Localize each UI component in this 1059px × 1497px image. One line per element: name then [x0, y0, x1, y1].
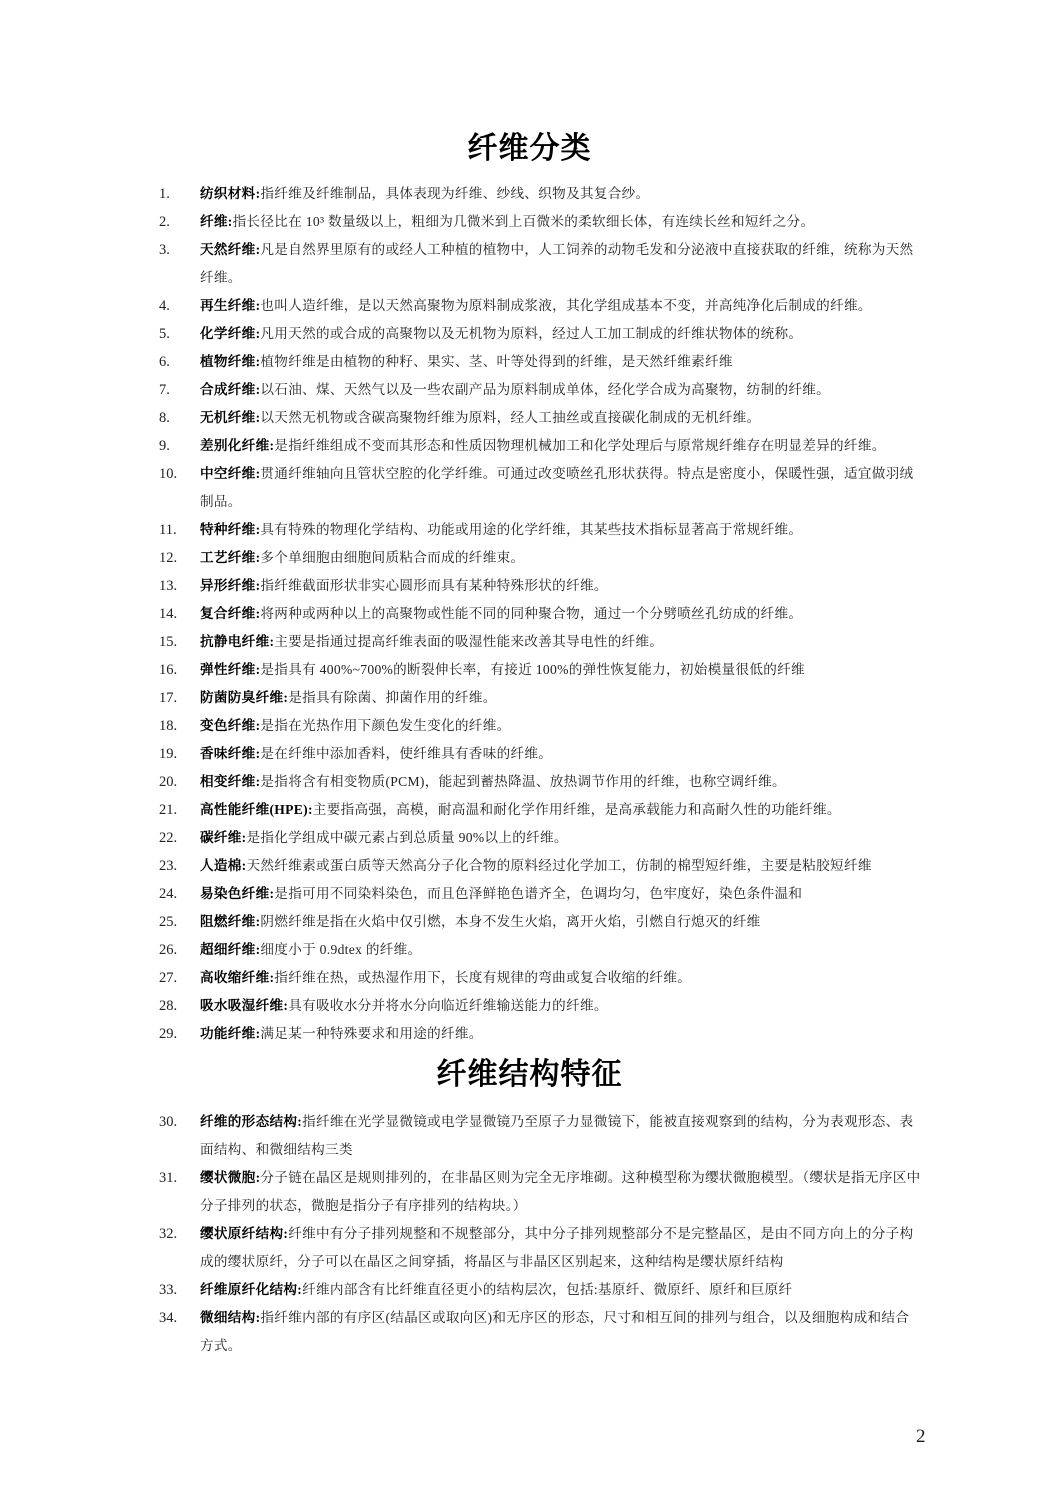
item-body: [200, 908, 922, 936]
list-item: [0, 880, 1059, 908]
item-number: 31.: [159, 1170, 178, 1186]
item-term: 功能纤维:: [200, 1026, 261, 1041]
item-definition: 也叫人造纤维，是以天然高聚物为原料制成浆液，其化学组成基本不变，并高纯净化后制成的纤维。: [260, 298, 872, 313]
item-definition: 分子链在晶区是规则排列的，在非晶区则为完全无序堆砌。这种模型称为缨状微胞模型。（缨状是指无序区中分子排列的状态，微胞是指分子有序排列的结构块。）: [200, 1170, 921, 1213]
item-term: 天然纤维:: [200, 242, 261, 257]
item-number: 26.: [159, 942, 178, 958]
item-number: 20.: [159, 774, 178, 790]
item-definition: 指纤维在热，或热湿作用下，长度有规律的弯曲或复合收缩的纤维。: [274, 970, 692, 985]
item-body: [200, 684, 922, 712]
item-definition: 指纤维在光学显微镜或电学显微镜乃至原子力显微镜下，能被直接观察到的结构，分为表观形态、表面结构、和微细结构三类: [200, 1114, 914, 1157]
list-item: [0, 1304, 1059, 1360]
item-term: 特种纤维:: [200, 522, 261, 537]
item-body: [200, 964, 922, 992]
item-term: 人造棉:: [200, 858, 247, 873]
item-term: 缨状原纤结构:: [200, 1226, 289, 1241]
item-term: 纤维的形态结构:: [200, 1114, 303, 1129]
item-definition: 多个单细胞由细胞间质粘合而成的纤维束。: [260, 550, 525, 565]
item-body: [200, 572, 922, 600]
item-number: 16.: [159, 662, 178, 678]
item-definition: 指纤维截面形状非实心圆形而具有某种特殊形状的纤维。: [260, 578, 608, 593]
list-item: [0, 572, 1059, 600]
item-number: 23.: [159, 858, 178, 874]
item-definition: 凡是自然界里原有的或经人工种植的植物中，人工饲养的动物毛发和分泌液中直接获取的纤维，统称为天然纤维。: [200, 242, 914, 285]
item-body: [200, 1276, 922, 1304]
item-number: 4.: [159, 298, 170, 314]
item-body: [200, 824, 922, 852]
list-item: [0, 824, 1059, 852]
item-number: 25.: [159, 914, 178, 930]
item-number: 10.: [159, 466, 178, 482]
item-definition: 具有特殊的物理化学结构、功能或用途的化学纤维，其某些技术指标显著高于常规纤维。: [260, 522, 803, 537]
item-term: 化学纤维:: [200, 326, 261, 341]
list-item: [0, 796, 1059, 824]
item-body: [200, 1220, 922, 1276]
item-definition: 细度小于 0.9dtex 的纤维。: [260, 942, 422, 957]
item-definition: 指纤维及纤维制品，具体表现为纤维、纱线、织物及其复合纱。: [260, 186, 650, 201]
item-term: 高收缩纤维:: [200, 970, 275, 985]
item-term: 植物纤维:: [200, 354, 261, 369]
list-item: [0, 404, 1059, 432]
list-item: [0, 544, 1059, 572]
item-definition: 满足某一种特殊要求和用途的纤维。: [260, 1026, 483, 1041]
item-number: 21.: [159, 802, 178, 818]
item-definition: 是指具有 400%~700%的断裂伸长率，有接近 100%的弹性恢复能力，初始模量很低的纤维: [260, 662, 805, 677]
item-definition: 是指纤维组成不变而其形态和性质因物理机械加工和化学处理后与原常规纤维存在明显差异的纤维。: [274, 438, 886, 453]
list-item: [0, 992, 1059, 1020]
item-number: 7.: [159, 382, 170, 398]
item-number: 9.: [159, 438, 170, 454]
item-term: 纺织材料:: [200, 186, 261, 201]
item-number: 13.: [159, 578, 178, 594]
item-definition: 纤维内部含有比纤维直径更小的结构层次，包括:基原纤、微原纤、原纤和巨原纤: [302, 1282, 793, 1297]
list-item: [0, 1276, 1059, 1304]
item-definition: 凡用天然的或合成的高聚物以及无机物为原料，经过人工加工制成的纤维状物体的统称。: [260, 326, 803, 341]
section-title-fiber-structure: 纤维结构特征: [436, 1058, 623, 1091]
item-number: 5.: [159, 326, 170, 342]
item-term: 微细结构:: [200, 1310, 261, 1325]
item-body: [200, 600, 922, 628]
item-number: 27.: [159, 970, 178, 986]
item-body: [200, 432, 922, 460]
item-definition: 是指具有除菌、抑菌作用的纤维。: [288, 690, 497, 705]
item-body: [200, 1164, 922, 1220]
item-body: [200, 376, 922, 404]
item-term: 复合纤维:: [200, 606, 261, 621]
item-definition: 指纤维内部的有序区(结晶区或取向区)和无序区的形态，尺寸和相互间的排列与组合，以及细胞构成和结合方式。: [200, 1310, 910, 1353]
list-item: [0, 908, 1059, 936]
item-body: [200, 292, 922, 320]
list-item: [0, 236, 1059, 292]
item-number: 17.: [159, 690, 178, 706]
item-definition: 指长径比在 10³ 数量级以上，粗细为几微米到上百微米的柔软细长体，有连续长丝和短纤之分。: [232, 214, 815, 229]
item-number: 18.: [159, 718, 178, 734]
item-number: 22.: [159, 830, 178, 846]
item-number: 3.: [159, 242, 170, 258]
list-item: [0, 936, 1059, 964]
item-body: [200, 404, 922, 432]
item-number: 11.: [159, 522, 177, 538]
item-term: 防菌防臭纤维:: [200, 690, 289, 705]
list-item: [0, 376, 1059, 404]
list-item: [0, 180, 1059, 208]
item-term: 吸水吸湿纤维:: [200, 998, 289, 1013]
item-body: [200, 460, 922, 516]
item-definition: 是指在光热作用下颜色发生变化的纤维。: [260, 718, 511, 733]
list-item: [0, 320, 1059, 348]
item-definition: 阴燃纤维是指在火焰中仅引燃，本身不发生火焰，离开火焰，引燃自行熄灭的纤维: [260, 914, 761, 929]
item-term: 相变纤维:: [200, 774, 261, 789]
list-item: [0, 1220, 1059, 1276]
list-item: [0, 292, 1059, 320]
item-term: 中空纤维:: [200, 466, 261, 481]
item-number: 1.: [159, 186, 170, 202]
item-number: 15.: [159, 634, 178, 650]
page-number: 2: [916, 1426, 926, 1447]
item-number: 6.: [159, 354, 170, 370]
list-item: [0, 656, 1059, 684]
item-body: [200, 880, 922, 908]
item-term: 异形纤维:: [200, 578, 261, 593]
list-item: [0, 964, 1059, 992]
item-number: 8.: [159, 410, 170, 426]
fiber-classification-list: [0, 180, 1059, 1048]
item-definition: 以石油、煤、天然气以及一些农副产品为原料制成单体，经化学合成为高聚物，纺制的纤维。: [260, 382, 831, 397]
item-number: 2.: [159, 214, 170, 230]
fiber-structure-list: [0, 1108, 1059, 1360]
list-item: [0, 460, 1059, 516]
item-term: 纤维原纤化结构:: [200, 1282, 303, 1297]
item-definition: 是指将含有相变物质(PCM)，能起到蓄热降温、放热调节作用的纤维，也称空调纤维。: [260, 774, 786, 789]
item-body: [200, 208, 922, 236]
item-definition: 具有吸收水分并将水分向临近纤维输送能力的纤维。: [288, 998, 608, 1013]
item-body: [200, 1108, 922, 1164]
item-term: 差别化纤维:: [200, 438, 275, 453]
item-term: 纤维:: [200, 214, 233, 229]
item-term: 香味纤维:: [200, 746, 261, 761]
item-definition: 贯通纤维轴向且管状空腔的化学纤维。可通过改变喷丝孔形状获得。特点是密度小，保暖性强，适宜做羽绒制品。: [200, 466, 914, 509]
item-body: [200, 992, 922, 1020]
list-item: [0, 348, 1059, 376]
item-number: 24.: [159, 886, 178, 902]
item-number: 32.: [159, 1226, 178, 1242]
item-term: 易染色纤维:: [200, 886, 275, 901]
item-term: 超细纤维:: [200, 942, 261, 957]
list-item: [0, 1108, 1059, 1164]
item-number: 29.: [159, 1026, 178, 1042]
item-body: [200, 628, 922, 656]
item-definition: 是指化学组成中碳元素占到总质量 90%以上的纤维。: [246, 830, 568, 845]
item-term: 变色纤维:: [200, 718, 261, 733]
item-body: [200, 544, 922, 572]
item-definition: 植物纤维是由植物的种籽、果实、茎、叶等处得到的纤维，是天然纤维素纤维: [260, 354, 733, 369]
list-item: [0, 1164, 1059, 1220]
item-definition: 是在纤维中添加香料，使纤维具有香味的纤维。: [260, 746, 553, 761]
item-term: 高性能纤维(HPE):: [200, 802, 313, 817]
item-body: [200, 516, 922, 544]
item-definition: 是指可用不同染料染色，而且色泽鲜艳色谱齐全，色调均匀，色牢度好，染色条件温和: [274, 886, 803, 901]
item-term: 缨状微胞:: [200, 1170, 261, 1185]
item-body: [200, 236, 922, 292]
list-item: [0, 432, 1059, 460]
item-definition: 主要是指通过提高纤维表面的吸湿性能来改善其导电性的纤维。: [274, 634, 664, 649]
item-definition: 将两种或两种以上的高聚物或性能不同的同种聚合物，通过一个分劈喷丝孔纺成的纤维。: [260, 606, 803, 621]
item-body: [200, 768, 922, 796]
item-body: [200, 1020, 922, 1048]
list-item: [0, 600, 1059, 628]
item-term: 再生纤维:: [200, 298, 261, 313]
item-term: 无机纤维:: [200, 410, 261, 425]
item-term: 抗静电纤维:: [200, 634, 275, 649]
item-term: 碳纤维:: [200, 830, 247, 845]
item-body: [200, 180, 922, 208]
item-body: [200, 852, 922, 880]
item-term: 弹性纤维:: [200, 662, 261, 677]
item-term: 合成纤维:: [200, 382, 261, 397]
list-item: [0, 684, 1059, 712]
item-term: 阻燃纤维:: [200, 914, 261, 929]
item-definition: 天然纤维素或蛋白质等天然高分子化合物的原料经过化学加工，仿制的棉型短纤维，主要是粘胶短纤维: [246, 858, 872, 873]
section-title-fiber-classification: 纤维分类: [467, 132, 592, 165]
list-item: [0, 208, 1059, 236]
item-number: 12.: [159, 550, 178, 566]
item-definition: 纤维中有分子排列规整和不规整部分，其中分子排列规整部分不是完整晶区，是由不同方向上的分子构成的缨状原纤，分子可以在晶区之间穿插，将晶区与非晶区区别起来，这种结构是缨状原纤结构: [200, 1226, 914, 1269]
item-body: [200, 712, 922, 740]
item-body: [200, 796, 922, 824]
list-item: [0, 768, 1059, 796]
item-number: 19.: [159, 746, 178, 762]
list-item: [0, 740, 1059, 768]
list-item: [0, 1020, 1059, 1048]
item-definition: 主要指高强，高模，耐高温和耐化学作用纤维，是高承载能力和高耐久性的功能纤维。: [312, 802, 841, 817]
item-body: [200, 348, 922, 376]
item-number: 14.: [159, 606, 178, 622]
list-item: [0, 516, 1059, 544]
item-body: [200, 1304, 922, 1360]
item-number: 34.: [159, 1310, 178, 1326]
list-item: [0, 712, 1059, 740]
list-item: [0, 628, 1059, 656]
item-definition: 以天然无机物或含碳高聚物纤维为原料，经人工抽丝或直接碳化制成的无机纤维。: [260, 410, 761, 425]
item-body: [200, 936, 922, 964]
item-number: 28.: [159, 998, 178, 1014]
item-number: 30.: [159, 1114, 178, 1130]
item-term: 工艺纤维:: [200, 550, 261, 565]
item-body: [200, 656, 922, 684]
item-body: [200, 740, 922, 768]
item-number: 33.: [159, 1282, 178, 1298]
item-body: [200, 320, 922, 348]
list-item: [0, 852, 1059, 880]
